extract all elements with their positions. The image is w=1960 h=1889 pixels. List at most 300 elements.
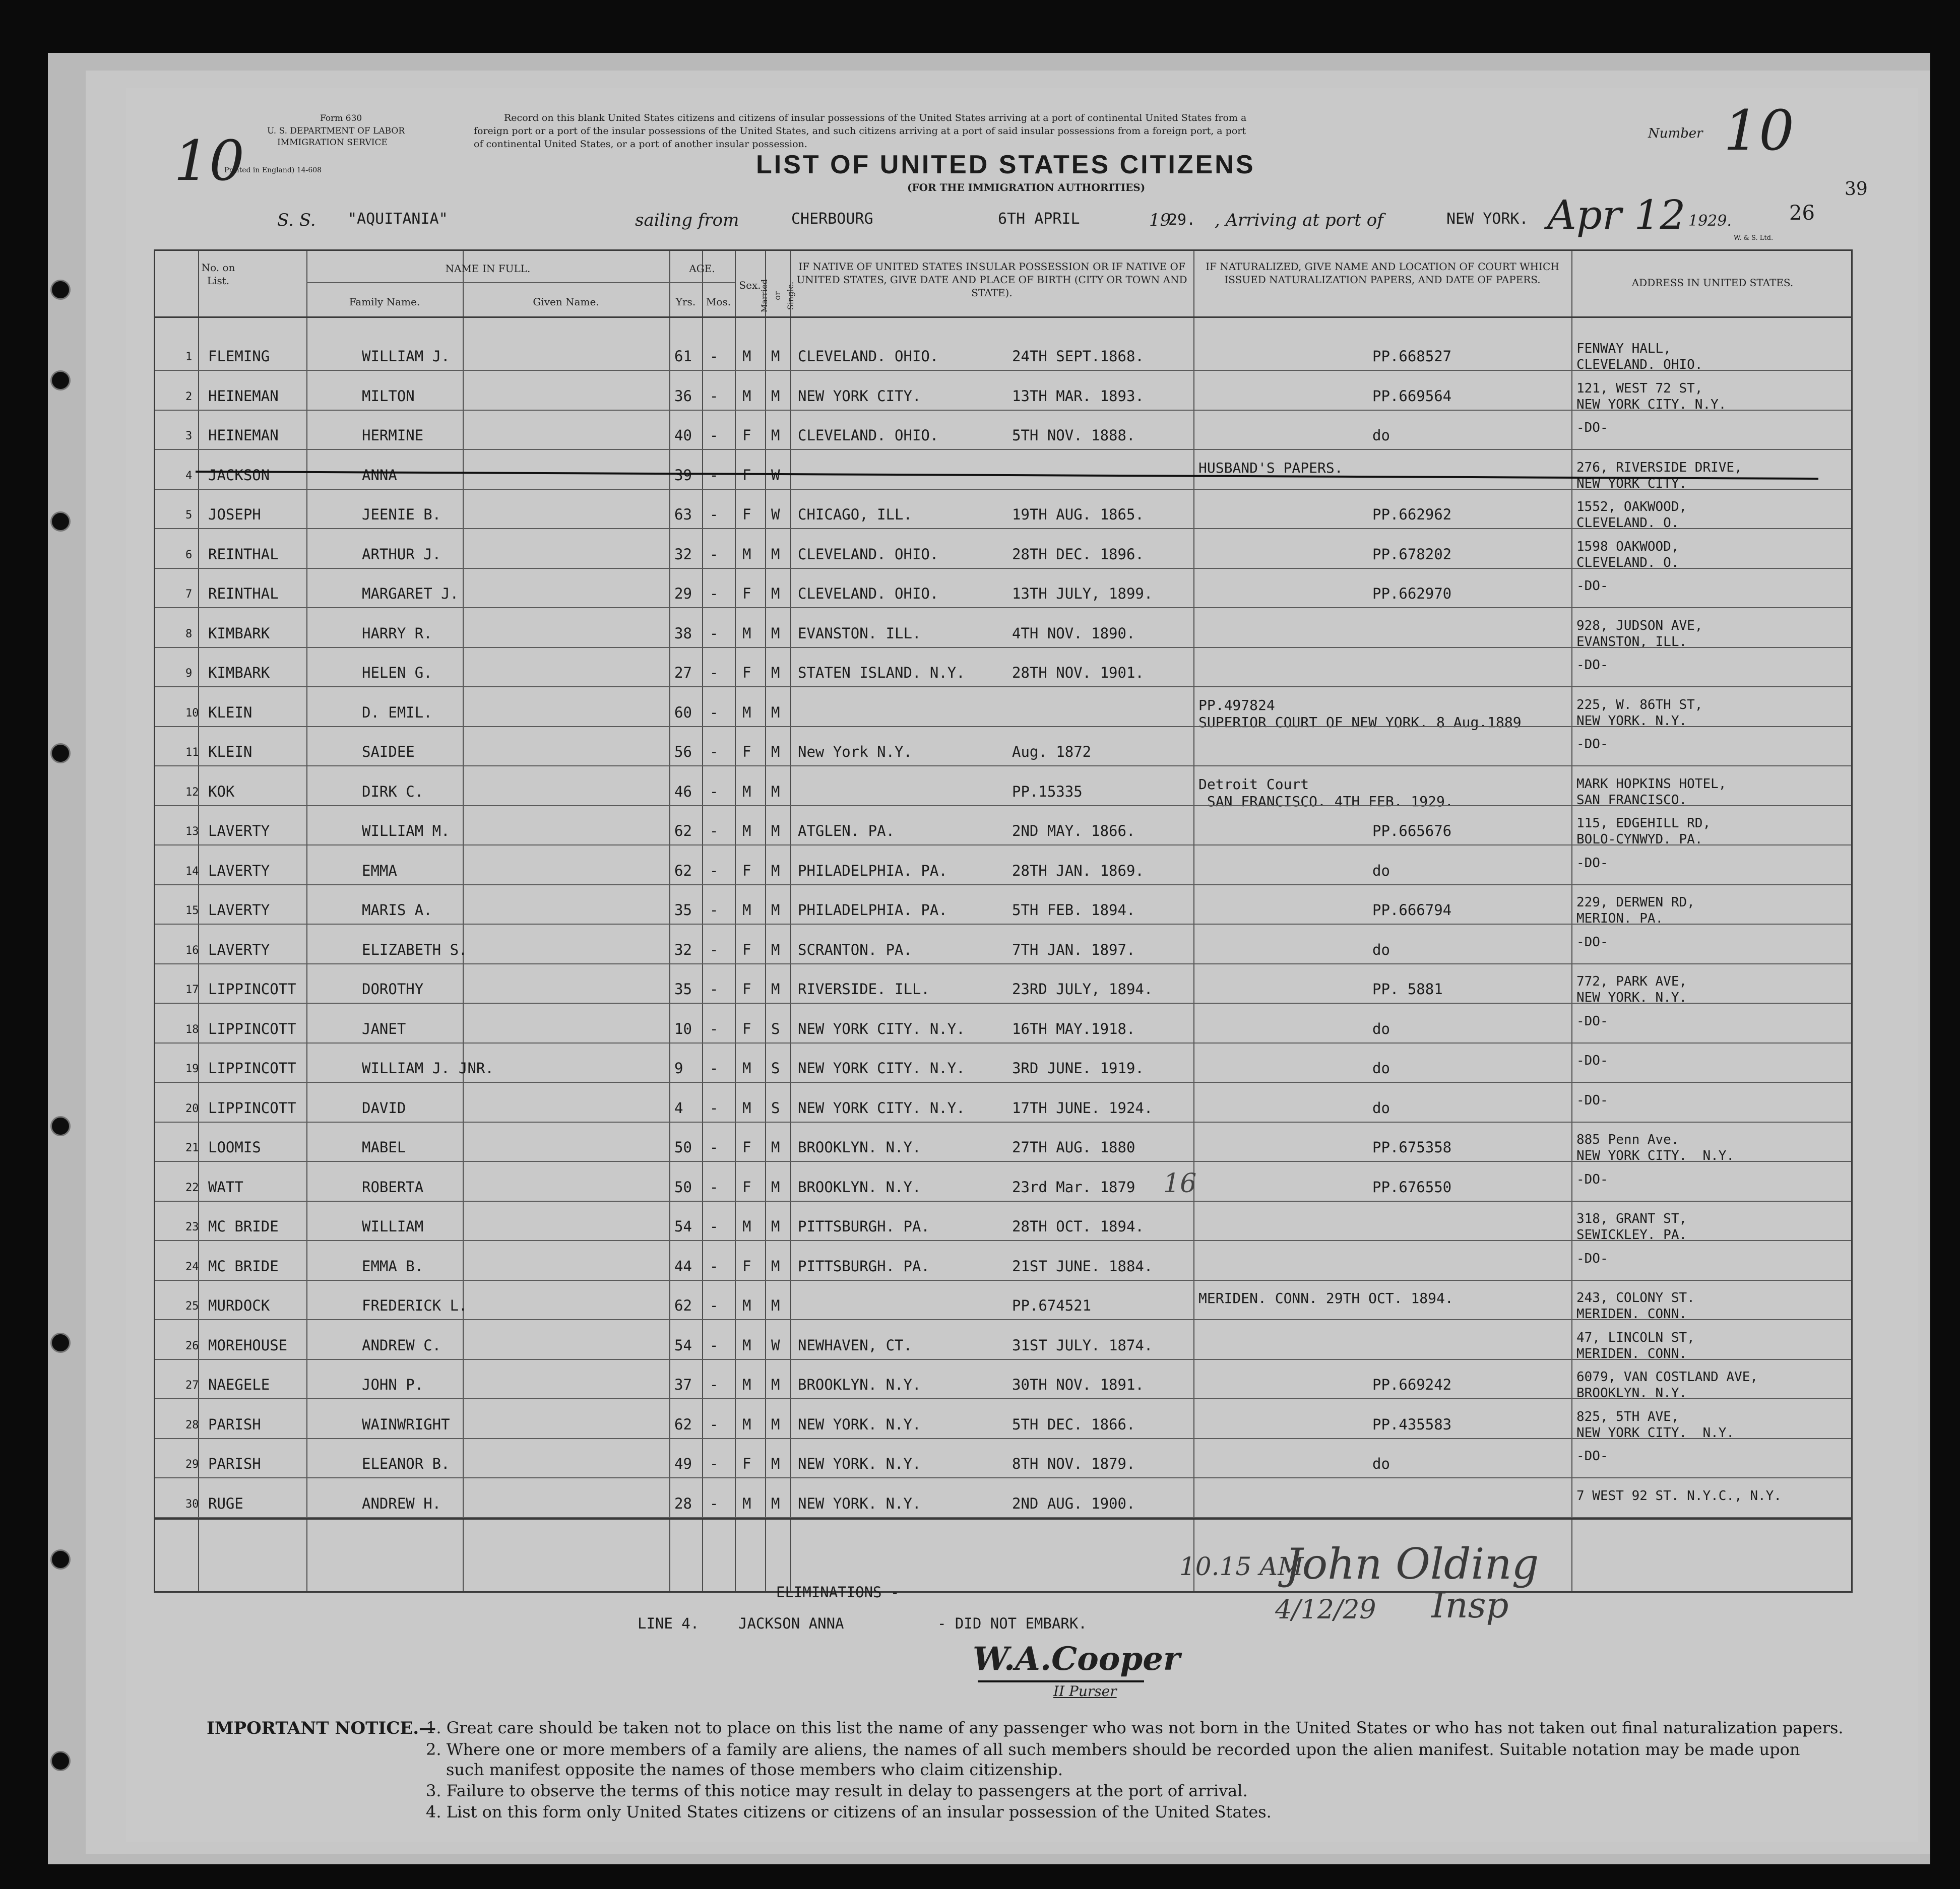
given-name: ANNA (362, 466, 397, 484)
binder-hole (50, 1751, 71, 1771)
age-months: - (710, 1455, 719, 1472)
row-number: 22 (185, 1181, 199, 1194)
birth-place: PITTSBURGH. PA. (798, 1257, 930, 1275)
us-address: 6079, VAN COSTLAND AVE, BROOKLYN. N.Y. (1576, 1370, 1758, 1401)
birth-date: 24TH SEPT.1868. (1012, 348, 1144, 365)
age-years: 4 (674, 1099, 683, 1117)
naturalization-paper: do (1372, 1455, 1390, 1472)
notice-item-3: 3. Failure to observe the terms of this notice may result in delay to passengers at the port of arrival. (426, 1781, 1248, 1800)
birth-date: Aug. 1872 (1012, 743, 1092, 760)
family-name: JOSEPH (208, 506, 261, 523)
header-naturalization: IF NATURALIZED, GIVE NAME AND LOCATION OF COURT WHICH ISSUED NATURALIZATION PAPERS, AND DATE OF PAPERS. (1206, 260, 1559, 286)
birth-date: 31ST JULY. 1874. (1012, 1336, 1153, 1354)
row-number: 30 (185, 1497, 199, 1511)
given-name: HELEN G. (362, 664, 432, 681)
table-row (155, 925, 1851, 964)
marital-status: M (771, 1297, 780, 1314)
us-address: -DO- (1576, 934, 1608, 950)
age-months: - (710, 664, 719, 681)
age-months: - (710, 1376, 719, 1393)
age-months: - (710, 1218, 719, 1235)
number-value: 10 (1724, 98, 1794, 163)
family-name: MC BRIDE (208, 1257, 279, 1275)
sex: F (742, 743, 751, 760)
row-number: 2 (185, 390, 193, 403)
birth-place: NEW YORK. N.Y. (798, 1455, 921, 1472)
inspector-date: 4/12/29 (1275, 1595, 1376, 1625)
age-years: 62 (674, 1415, 692, 1433)
birth-place: RIVERSIDE. ILL. (798, 981, 930, 998)
table-row (155, 727, 1851, 766)
naturalization-court: MERIDEN. CONN. 29TH OCT. 1894. (1198, 1290, 1453, 1307)
age-sub-rule (669, 282, 735, 283)
family-name: LAVERTY (208, 941, 270, 958)
age-years: 38 (674, 624, 692, 642)
age-years: 32 (674, 545, 692, 563)
us-address: -DO- (1576, 1053, 1608, 1068)
table-row (155, 1162, 1851, 1202)
age-months: - (710, 1178, 719, 1196)
year-prefix: 19 (1149, 210, 1171, 230)
binder-hole (50, 1333, 71, 1353)
sex: M (742, 624, 751, 642)
family-name: PARISH (208, 1415, 261, 1433)
birth-place: CHICAGO, ILL. (798, 506, 912, 523)
us-address: 772, PARK AVE, NEW YORK. N.Y. (1576, 974, 1687, 1005)
table-row (155, 530, 1851, 569)
naturalization-paper: PP.662970 (1372, 585, 1452, 602)
birth-date: 7TH JAN. 1897. (1012, 941, 1135, 958)
binder-hole (50, 511, 71, 532)
birth-date: 16TH MAY.1918. (1012, 1020, 1135, 1037)
birth-place: CLEVELAND. OHIO. (798, 545, 939, 563)
sex: F (742, 862, 751, 879)
table-row (155, 411, 1851, 450)
header-given-name: Given Name. (533, 296, 599, 308)
age-years: 62 (674, 862, 692, 879)
given-name: WILLIAM (362, 1218, 424, 1235)
form-number: Form 630 (320, 113, 362, 123)
row-number: 19 (185, 1063, 199, 1075)
sex: F (742, 506, 751, 523)
birth-date: 28TH DEC. 1896. (1012, 545, 1144, 563)
age-months: - (710, 1297, 719, 1314)
age-months: - (710, 783, 719, 800)
sex: M (742, 545, 751, 563)
given-name: ELIZABETH S. (362, 941, 468, 958)
row-number: 29 (185, 1458, 199, 1471)
family-name: RUGE (208, 1494, 243, 1512)
eliminations-line: LINE 4. (638, 1615, 700, 1632)
inspector-time: 10.15 AM (1179, 1552, 1304, 1581)
age-years: 46 (674, 783, 692, 800)
birth-date: 27TH AUG. 1880 (1012, 1139, 1135, 1156)
age-months: - (710, 901, 719, 919)
naturalization-paper: PP.676550 (1372, 1178, 1452, 1196)
marital-status: M (771, 1376, 780, 1393)
row-number: 15 (185, 904, 199, 917)
department: U. S. DEPARTMENT OF LABOR (267, 126, 405, 136)
table-row (155, 1044, 1851, 1083)
sailing-label: sailing from (635, 210, 739, 230)
birth-place: SCRANTON. PA. (798, 941, 912, 958)
table-row (155, 1004, 1851, 1044)
table-row (155, 846, 1851, 885)
age-months: - (710, 981, 719, 998)
us-address: 885 Penn Ave. NEW YORK CITY. N.Y. (1576, 1132, 1735, 1163)
document-title: LIST OF UNITED STATES CITIZENS (756, 150, 1255, 179)
family-name: KOK (208, 783, 235, 800)
printed-note: Printed in England) 14-608 (224, 166, 322, 174)
naturalization-paper: PP.668527 (1372, 348, 1452, 365)
table-row (155, 1439, 1851, 1478)
sex: F (742, 585, 751, 602)
port-of-departure: CHERBOURG (791, 210, 873, 228)
row-number: 5 (185, 509, 193, 522)
sex: F (742, 1178, 751, 1196)
age-months: - (710, 348, 719, 365)
marital-status: W (771, 506, 780, 523)
sex: M (742, 1415, 751, 1433)
family-name: HEINEMAN (208, 387, 279, 405)
corner-mark: 10 (174, 128, 244, 193)
row-number: 27 (185, 1379, 199, 1392)
port-of-arrival: NEW YORK. (1446, 210, 1529, 228)
naturalization-paper: PP.665676 (1372, 822, 1452, 839)
header-birth-place: IF NATIVE OF UNITED STATES INSULAR POSSESSION OR IF NATIVE OF UNITED STATES, GIVE DATE AND PLACE OF BIRTH (CITY OR TOWN AND STATE). (796, 260, 1187, 299)
marital-status: M (771, 427, 780, 444)
sex: F (742, 981, 751, 998)
table-row (155, 1360, 1851, 1399)
birth-place: NEWHAVEN, CT. (798, 1336, 912, 1354)
naturalization-paper: do (1372, 1020, 1390, 1037)
us-address: 928, JUDSON AVE, EVANSTON, ILL. (1576, 618, 1703, 649)
inspector-signature: John Olding (1285, 1539, 1539, 1589)
table-row (155, 1083, 1851, 1123)
given-name: ELEANOR B. (362, 1455, 450, 1472)
name-sub-rule (306, 282, 669, 283)
family-name: KIMBARK (208, 664, 270, 681)
preamble-line-3: of continental United States, or a port of another insular possession. (474, 139, 807, 150)
us-address: 7 WEST 92 ST. N.Y.C., N.Y. (1576, 1488, 1782, 1504)
age-years: 50 (674, 1139, 692, 1156)
us-address: 229, DERWEN RD, MERION. PA. (1576, 895, 1695, 926)
given-name: WILLIAM M. (362, 822, 450, 839)
age-years: 62 (674, 822, 692, 839)
sex: F (742, 466, 751, 484)
us-address: -DO- (1576, 1092, 1608, 1108)
given-name: WILLIAM J. (362, 348, 450, 365)
table-row (155, 1400, 1851, 1439)
birth-date: 2ND AUG. 1900. (1012, 1494, 1135, 1512)
age-years: 49 (674, 1455, 692, 1472)
header-family-name: Family Name. (349, 296, 420, 308)
age-months: - (710, 822, 719, 839)
age-months: - (710, 466, 719, 484)
purser-signature: W.A.Cooper (973, 1640, 1180, 1678)
family-name: FLEMING (208, 348, 270, 365)
sex: M (742, 901, 751, 919)
sex: M (742, 1099, 751, 1117)
naturalization-court: Detroit Court SAN FRANCISCO. 4TH FEB. 1929. (1198, 775, 1453, 810)
birth-date: 28TH JAN. 1869. (1012, 862, 1144, 879)
given-name: HARRY R. (362, 624, 432, 642)
age-years: 40 (674, 427, 692, 444)
birth-date: 2ND MAY. 1866. (1012, 822, 1135, 839)
service: IMMIGRATION SERVICE (277, 138, 388, 148)
naturalization-paper: PP.669242 (1372, 1376, 1452, 1393)
naturalization-paper: do (1372, 941, 1390, 958)
table-row (155, 1202, 1851, 1241)
header-yrs: Yrs. (675, 296, 696, 308)
marital-status: W (771, 1336, 780, 1354)
age-months: - (710, 427, 719, 444)
birth-date: 28TH OCT. 1894. (1012, 1218, 1144, 1235)
age-years: 35 (674, 981, 692, 998)
marital-status: M (771, 783, 780, 800)
ship-name: "AQUITANIA" (348, 210, 448, 228)
marital-status: S (771, 1060, 780, 1077)
sex: F (742, 941, 751, 958)
age-months: - (710, 743, 719, 760)
eliminations-name: JACKSON ANNA (738, 1615, 844, 1632)
table-row (155, 450, 1851, 490)
age-years: 37 (674, 1376, 692, 1393)
row-number: 16 (185, 944, 199, 957)
sex: F (742, 1139, 751, 1156)
age-months: - (710, 1257, 719, 1275)
family-name: HEINEMAN (208, 427, 279, 444)
given-name: DOROTHY (362, 981, 424, 998)
preamble-line-2: foreign port or a port of the insular possessions of the United States, and such citizens arriving at a port of said insular possessions from a foreign port, a port (474, 125, 1246, 137)
sex: M (742, 1336, 751, 1354)
table-row (155, 490, 1851, 529)
header-name-in-full: NAME IN FULL. (445, 263, 531, 275)
age-months: - (710, 624, 719, 642)
naturalization-paper: PP.675358 (1372, 1139, 1452, 1156)
row-number: 17 (185, 984, 199, 996)
sex: M (742, 1060, 751, 1077)
naturalization-paper: do (1372, 1099, 1390, 1117)
us-address: 47, LINCOLN ST, MERIDEN. CONN. (1576, 1330, 1695, 1361)
age-months: - (710, 387, 719, 405)
birth-place: BROOKLYN. N.Y. (798, 1376, 921, 1393)
table-row (155, 1479, 1851, 1518)
naturalization-court: PP.497824 SUPERIOR COURT OF NEW YORK. 8 Aug.1889 (1198, 696, 1522, 731)
sex: F (742, 427, 751, 444)
row-number: 20 (185, 1102, 199, 1115)
marital-status: M (771, 941, 780, 958)
family-name: PARISH (208, 1455, 261, 1472)
us-address: 243, COLONY ST. MERIDEN. CONN. (1576, 1290, 1695, 1322)
age-months: - (710, 1336, 719, 1354)
header-age: AGE. (689, 263, 715, 275)
age-years: 50 (674, 1178, 692, 1196)
family-name: LAVERTY (208, 901, 270, 919)
row-number: 10 (185, 706, 199, 720)
row-number: 18 (185, 1023, 199, 1036)
us-address: 276, RIVERSIDE DRIVE, NEW YORK CITY. (1576, 460, 1742, 491)
given-name: ARTHUR J. (362, 545, 441, 563)
family-name: LIPPINCOTT (208, 981, 296, 998)
age-years: 62 (674, 1297, 692, 1314)
given-name: JOHN P. (362, 1376, 424, 1393)
arrival-year: 1929. (1688, 212, 1732, 230)
given-name: WILLIAM J. JNR. (362, 1060, 494, 1077)
notice-label: IMPORTANT NOTICE.— (207, 1718, 436, 1738)
us-address: MARK HOPKINS HOTEL, SAN FRANCISCO. (1576, 776, 1727, 808)
table-row (155, 332, 1851, 371)
naturalization-paper: PP.669564 (1372, 387, 1452, 405)
age-years: 39 (674, 466, 692, 484)
given-name: JEENIE B. (362, 506, 441, 523)
birth-place: New York N.Y. (798, 743, 912, 760)
age-months: - (710, 862, 719, 879)
marital-status: M (771, 348, 780, 365)
marital-status: S (771, 1099, 780, 1117)
given-name: SAIDEE (362, 743, 415, 760)
table-row (155, 806, 1851, 845)
header-married-single: Married or Single. (760, 279, 795, 313)
given-name: ROBERTA (362, 1178, 424, 1196)
marital-status: M (771, 1415, 780, 1433)
birth-place: NEW YORK CITY. N.Y. (798, 1060, 965, 1077)
sex: M (742, 1376, 751, 1393)
departure-date: 6TH APRIL (998, 210, 1080, 228)
row-number: 3 (185, 430, 193, 442)
family-name: REINTHAL (208, 545, 279, 563)
us-address: -DO- (1576, 658, 1608, 673)
family-name: MC BRIDE (208, 1218, 279, 1235)
marital-status: M (771, 1257, 780, 1275)
marital-status: M (771, 1178, 780, 1196)
birth-date: 30TH NOV. 1891. (1012, 1376, 1144, 1393)
inspector-mark: Insp (1431, 1585, 1509, 1626)
family-name: JACKSON (208, 466, 270, 484)
notice-item-4: 4. List on this form only United States citizens or citizens of an insular possession of the United States. (426, 1802, 1272, 1821)
handwritten-note: 16 (1163, 1168, 1197, 1199)
strikethrough-line (196, 470, 1818, 479)
us-address: 1598 OAKWOOD, CLEVELAND. O. (1576, 539, 1679, 570)
birth-date: 13TH MAR. 1893. (1012, 387, 1144, 405)
family-name: KIMBARK (208, 624, 270, 642)
age-years: 9 (674, 1060, 683, 1077)
given-name: MARGARET J. (362, 585, 459, 602)
birth-date: PP.674521 (1012, 1297, 1092, 1314)
binder-hole (50, 280, 71, 300)
passenger-table (154, 249, 1853, 1593)
birth-date: 5TH DEC. 1866. (1012, 1415, 1135, 1433)
sex: M (742, 703, 751, 721)
family-name: MOREHOUSE (208, 1336, 288, 1354)
birth-place: NEW YORK. N.Y. (798, 1494, 921, 1512)
us-address: -DO- (1576, 1171, 1608, 1187)
age-years: 44 (674, 1257, 692, 1275)
given-name: FREDERICK L. (362, 1297, 468, 1314)
us-address: -DO- (1576, 1251, 1608, 1266)
stamp-page-number: 26 (1789, 202, 1815, 225)
document-subtitle: (FOR THE IMMIGRATION AUTHORITIES) (907, 181, 1146, 193)
family-name: NAEGELE (208, 1376, 270, 1393)
row-number: 8 (185, 627, 193, 640)
naturalization-paper: do (1372, 1060, 1390, 1077)
marital-status: S (771, 1020, 780, 1037)
family-name: KLEIN (208, 743, 252, 760)
us-address: -DO- (1576, 737, 1608, 752)
binder-hole (50, 743, 71, 763)
given-name: WAINWRIGHT (362, 1415, 450, 1433)
age-months: - (710, 545, 719, 563)
edge-mark: 39 (1845, 179, 1868, 200)
age-years: 27 (674, 664, 692, 681)
birth-date: 5TH NOV. 1888. (1012, 427, 1135, 444)
us-address: -DO- (1576, 420, 1608, 435)
us-address: 825, 5TH AVE, NEW YORK CITY. N.Y. (1576, 1409, 1735, 1441)
header-no-on-list: No. on List. (201, 262, 235, 287)
family-name: REINTHAL (208, 585, 279, 602)
marital-status: M (771, 981, 780, 998)
table-row (155, 371, 1851, 411)
us-address: FENWAY HALL, CLEVELAND. OHIO. (1576, 341, 1703, 372)
given-name: MILTON (362, 387, 415, 405)
row-number: 7 (185, 588, 193, 601)
row-number: 1 (185, 351, 193, 363)
marital-status: M (771, 822, 780, 839)
row-number: 6 (185, 548, 193, 561)
row-number: 26 (185, 1339, 199, 1352)
age-years: 10 (674, 1020, 692, 1037)
given-name: HERMINE (362, 427, 424, 444)
family-name: LOOMIS (208, 1139, 261, 1156)
binder-hole (50, 1549, 71, 1570)
naturalization-paper: PP.678202 (1372, 545, 1452, 563)
age-years: 36 (674, 387, 692, 405)
table-row (155, 885, 1851, 925)
table-row (155, 1321, 1851, 1360)
age-months: - (710, 585, 719, 602)
given-name: JANET (362, 1020, 406, 1037)
naturalization-paper: PP.435583 (1372, 1415, 1452, 1433)
marital-status: M (771, 664, 780, 681)
given-name: MABEL (362, 1139, 406, 1156)
table-row (155, 609, 1851, 648)
marital-status: M (771, 585, 780, 602)
birth-place: ATGLEN. PA. (798, 822, 895, 839)
marital-status: M (771, 545, 780, 563)
birth-date: 23RD JULY, 1894. (1012, 981, 1153, 998)
eliminations-title: ELIMINATIONS - (776, 1584, 900, 1601)
table-row (155, 648, 1851, 687)
notice-item-2-cont: such manifest opposite the names of those members who claim citizenship. (446, 1760, 1063, 1779)
purser-title: II Purser (1053, 1683, 1117, 1700)
ss-label: S. S. (277, 210, 316, 230)
table-row (155, 1242, 1851, 1281)
naturalization-paper: do (1372, 862, 1390, 879)
birth-place: NEW YORK CITY. N.Y. (798, 1020, 965, 1037)
us-address: -DO- (1576, 855, 1608, 871)
given-name: ANDREW H. (362, 1494, 441, 1512)
notice-item-1: 1. Great care should be taken not to place on this list the name of any passenger who was not born in the United States or who has not taken out final naturalization papers. (426, 1718, 1844, 1737)
age-years: 29 (674, 585, 692, 602)
age-months: - (710, 941, 719, 958)
number-label: Number (1648, 126, 1703, 141)
us-address: 121, WEST 72 ST, NEW YORK CITY. N.Y. (1576, 380, 1727, 412)
birth-place: BROOKLYN. N.Y. (798, 1178, 921, 1196)
age-months: - (710, 506, 719, 523)
birth-place: NEW YORK. N.Y. (798, 1415, 921, 1433)
manifest-page (126, 88, 1918, 1842)
age-years: 28 (674, 1494, 692, 1512)
